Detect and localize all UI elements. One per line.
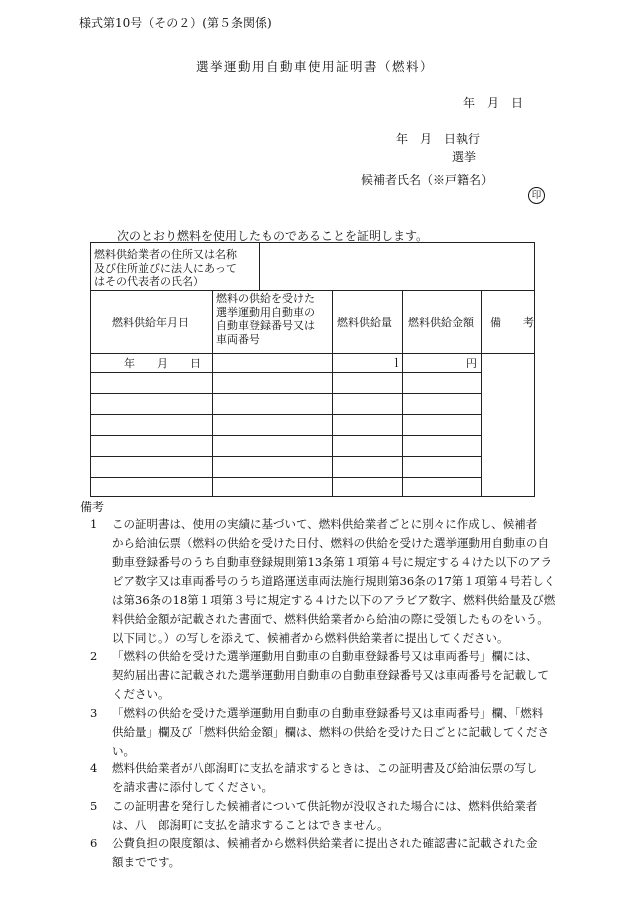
row-line: [90, 372, 481, 373]
note-line: 「燃料の供給を受けた選挙運動用自動車の自動車登録番号又は車両番号」欄、「燃料: [112, 706, 544, 720]
note-number: 5: [90, 799, 98, 813]
row-line: [90, 477, 481, 478]
note-line: この証明書を発行した候補者について供託物が没収された場合には、燃料供給業者: [112, 799, 538, 813]
supplier-row-bottom: [90, 290, 535, 291]
note-line: を請求書に添付してください。: [112, 780, 273, 794]
candidate-name-label: 候補者氏名（※戸籍名）: [361, 173, 494, 187]
supplier-row-divider: [259, 242, 260, 290]
row-line: [90, 414, 481, 415]
supplier-label-line: 及び住所並びに法人にあって: [94, 261, 237, 275]
note-line: 動車登録番号のうち自動車登録規則第13条第１項第４号に規定する４けた以下のアラ: [112, 555, 553, 569]
column-header-date: 燃料供給年月日: [112, 316, 189, 329]
issue-date-line: 年 月 日: [463, 96, 524, 110]
table-border-top: [90, 242, 535, 243]
table-border-left: [90, 242, 91, 497]
note-number: 1: [90, 517, 98, 531]
column-header-vehicle: [216, 292, 315, 346]
note-number: 4: [90, 761, 98, 775]
note-text: [112, 704, 558, 761]
note-line: 契約届出書に記載された選挙運動用自動車の自動車登録番号又は車両番号を記載して: [112, 668, 549, 682]
column-header-remarks: 備 考: [490, 316, 534, 329]
election-label: 選挙: [452, 150, 477, 164]
table-border-right: [534, 242, 535, 497]
header-row-bottom: [90, 353, 535, 354]
note-number: 3: [90, 706, 98, 720]
note-text: [112, 834, 558, 872]
column-header-amount: 燃料供給金額: [408, 316, 474, 329]
note-line: い。: [112, 744, 135, 758]
row-line: [90, 456, 481, 457]
note-number: 2: [90, 649, 98, 663]
supplier-label-line: 燃料供給業者の住所又は名称: [94, 248, 237, 261]
vehicle-header-line: 燃料の供給を受けた: [216, 292, 315, 305]
supplier-label-line: はその代表者の氏名）: [94, 275, 204, 288]
vehicle-header-line: 選挙運動用自動車の: [216, 305, 315, 319]
note-line: は第36条の18第１項第３号に規定する４けた以下のアラビア数字、燃料供給量及び燃: [112, 593, 556, 607]
fuel-usage-table: [90, 242, 535, 497]
document-title: 選挙運動用自動車使用証明書（燃料）: [195, 59, 434, 74]
note-number: 6: [90, 836, 98, 850]
vehicle-header-line: 車両番号: [216, 332, 260, 346]
note-text: [112, 515, 558, 648]
supplier-label: [94, 248, 237, 289]
note-line: この証明書は、使用の実績に基づいて、燃料供給業者ごとに別々に作成し、候補者: [112, 517, 538, 531]
row-line: [90, 393, 481, 394]
note-line: ください。: [112, 687, 170, 701]
note-text: [112, 647, 558, 704]
amount-unit: 円: [466, 357, 477, 370]
column-header-quantity: 燃料供給量: [337, 316, 392, 329]
note-line: 「燃料の供給を受けた選挙運動用自動車の自動車登録番号又は車両番号」欄には、: [112, 649, 538, 663]
row-date-placeholder: 年 月 日: [124, 357, 201, 370]
quantity-unit: ｌ: [391, 357, 402, 370]
note-line: 供給量」欄及び「燃料供給金額」欄は、燃料の供給を受けた日ごとに記載してくださ: [112, 725, 549, 739]
note-line: 額までです。: [112, 855, 181, 869]
election-date-line: 年 月 日執行: [396, 132, 481, 146]
row-line: [90, 435, 481, 436]
notes-heading: 備考: [80, 500, 105, 514]
note-line: 公費負担の限度額は、候補者から燃料供給業者に提出された確認書に記載された金: [112, 836, 538, 850]
table-border-bottom: [90, 496, 535, 497]
note-line: から給油伝票（燃料の供給を受けた日付、燃料の供給を受けた選挙運動用自動車の自: [112, 536, 549, 550]
note-line: ビア数字又は車両番号のうち道路運送車両法施行規則第36条の17第１項第４号若しく: [112, 574, 556, 588]
vehicle-header-line: 自動車登録番号又は: [216, 319, 315, 332]
note-line: 燃料供給業者が八郎潟町に支払を請求するときは、この証明書及び給油伝票の写し: [112, 761, 538, 775]
certification-statement: 次のとおり燃料を使用したものであることを証明します。: [117, 229, 429, 243]
note-text: [112, 797, 558, 835]
seal-mark: 印: [528, 187, 545, 204]
note-line: 料供給金額が記載された書面で、燃料供給業者から給油の際に受領したものをいう。: [112, 612, 549, 626]
note-line: 以下同じ。）の写しを添えて、候補者から燃料供給業者に提出してください。: [112, 631, 509, 645]
form-number-label: 様式第10号（その２）(第５条関係): [79, 16, 272, 30]
note-line: は、八 郎潟町に支払を請求することはできません。: [112, 818, 389, 832]
note-text: [112, 759, 558, 797]
column-divider: [481, 290, 482, 497]
